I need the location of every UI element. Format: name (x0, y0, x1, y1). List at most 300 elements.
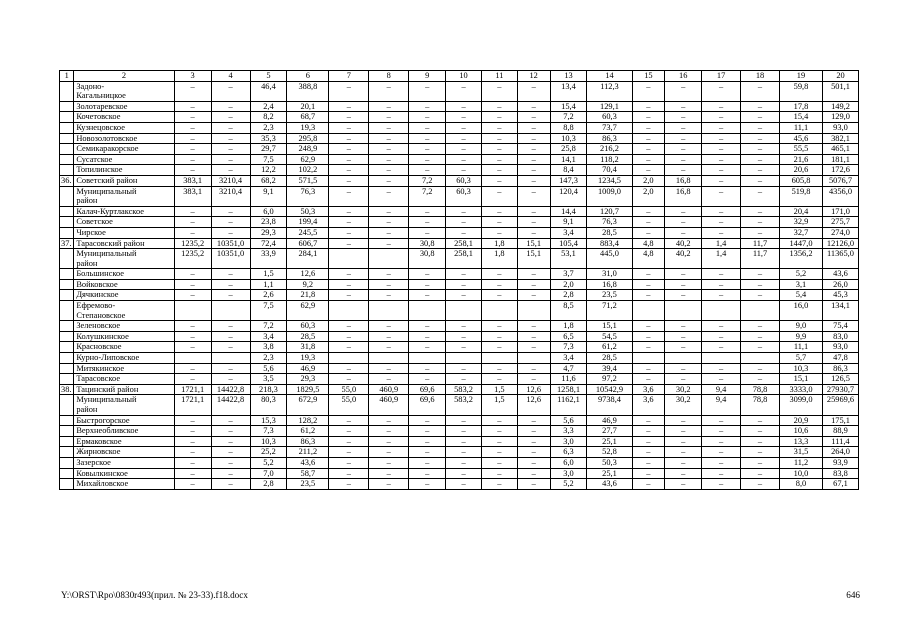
value-cell: – (369, 112, 409, 123)
value-cell: – (329, 122, 369, 133)
value-cell: 5,2 (550, 479, 587, 490)
value-cell: – (446, 363, 482, 374)
value-cell: 5,6 (550, 415, 587, 426)
value-cell: – (517, 426, 550, 437)
value-cell: – (446, 321, 482, 332)
value-cell: 43,6 (823, 269, 859, 280)
table-row (60, 331, 859, 342)
value-cell: 2,0 (632, 175, 665, 186)
value-cell: – (446, 436, 482, 447)
value-cell: – (632, 468, 665, 479)
value-cell: – (517, 154, 550, 165)
column-number-7: 7 (329, 71, 369, 82)
value-cell: – (632, 165, 665, 176)
territory-name-cell: Дячкинское (74, 290, 174, 301)
value-cell: 27930,7 (823, 384, 859, 395)
value-cell: – (741, 144, 780, 155)
value-cell: – (446, 101, 482, 112)
value-cell (409, 353, 446, 364)
row-number-cell (60, 112, 74, 123)
territory-name-cell: Кочетовское (74, 112, 174, 123)
value-cell: 46,9 (287, 363, 329, 374)
value-cell: 1,8 (550, 321, 587, 332)
value-cell: – (211, 374, 250, 385)
territory-name-cell: Верхнеобливское (74, 426, 174, 437)
value-cell: – (329, 342, 369, 353)
value-cell: 55,0 (329, 384, 369, 395)
value-cell: 25,8 (550, 144, 587, 155)
value-cell: 8,2 (250, 112, 287, 123)
value-cell: 216,2 (587, 144, 632, 155)
table-row (60, 468, 859, 479)
column-number-6: 6 (287, 71, 329, 82)
value-cell: – (741, 321, 780, 332)
value-cell: – (517, 217, 550, 228)
value-cell: 11,6 (550, 374, 587, 385)
value-cell: – (665, 436, 702, 447)
value-cell: – (174, 144, 211, 155)
value-cell (481, 301, 517, 321)
value-cell: – (632, 457, 665, 468)
value-cell: – (409, 81, 446, 101)
value-cell: – (741, 227, 780, 238)
row-number-cell (60, 290, 74, 301)
value-cell: 35,3 (250, 133, 287, 144)
value-cell: – (369, 290, 409, 301)
value-cell: – (369, 457, 409, 468)
value-cell: 32,9 (779, 217, 822, 228)
data-table-sheet (59, 70, 859, 490)
value-cell: 10,3 (550, 133, 587, 144)
table-row (60, 217, 859, 228)
territory-name-cell: Чирское (74, 227, 174, 238)
table-row (60, 165, 859, 176)
value-cell: 16,0 (779, 301, 822, 321)
value-cell: – (409, 321, 446, 332)
value-cell: 15,4 (779, 112, 822, 123)
value-cell: – (174, 342, 211, 353)
value-cell: 50,3 (287, 206, 329, 217)
value-cell: – (481, 342, 517, 353)
value-cell: – (369, 165, 409, 176)
value-cell: – (211, 81, 250, 101)
table-row (60, 426, 859, 437)
value-cell: – (329, 206, 369, 217)
value-cell: – (446, 479, 482, 490)
value-cell: – (741, 374, 780, 385)
value-cell: – (211, 217, 250, 228)
value-cell: – (369, 101, 409, 112)
value-cell: – (741, 269, 780, 280)
value-cell: – (632, 321, 665, 332)
value-cell: – (329, 290, 369, 301)
value-cell: 171,0 (823, 206, 859, 217)
value-cell: – (702, 122, 741, 133)
territory-name-cell: Советский район (74, 175, 174, 186)
value-cell: – (481, 457, 517, 468)
value-cell: – (741, 217, 780, 228)
value-cell: 3210,4 (211, 186, 250, 206)
value-cell: 25,2 (250, 447, 287, 458)
value-cell (329, 249, 369, 269)
value-cell: 30,8 (409, 249, 446, 269)
value-cell: – (632, 269, 665, 280)
value-cell: – (632, 122, 665, 133)
value-cell: – (481, 447, 517, 458)
table-row (60, 290, 859, 301)
value-cell (369, 301, 409, 321)
value-cell: 9,1 (250, 186, 287, 206)
value-cell: – (632, 154, 665, 165)
value-cell: 60,3 (287, 321, 329, 332)
column-number-1: 1 (60, 71, 74, 82)
value-cell: 6,0 (550, 457, 587, 468)
value-cell: 86,3 (823, 363, 859, 374)
value-cell: 672,9 (287, 395, 329, 415)
value-cell: 20,9 (779, 415, 822, 426)
value-cell: 7,3 (250, 426, 287, 437)
value-cell: – (517, 457, 550, 468)
value-cell: – (369, 227, 409, 238)
value-cell: 126,5 (823, 374, 859, 385)
value-cell: – (481, 165, 517, 176)
value-cell: 16,8 (587, 279, 632, 290)
value-cell: 10351,0 (211, 238, 250, 249)
value-cell: – (665, 206, 702, 217)
value-cell: 76,3 (287, 186, 329, 206)
table-row (60, 112, 859, 123)
territory-name-cell: Сусатское (74, 154, 174, 165)
table-row (60, 415, 859, 426)
value-cell: 93,9 (823, 457, 859, 468)
value-cell: – (665, 415, 702, 426)
value-cell: – (174, 217, 211, 228)
value-cell: 3,0 (550, 468, 587, 479)
value-cell: 460,9 (369, 395, 409, 415)
value-cell: 149,2 (823, 101, 859, 112)
value-cell: 1009,0 (587, 186, 632, 206)
value-cell: 1,5 (481, 395, 517, 415)
value-cell: 7,5 (250, 154, 287, 165)
row-number-cell (60, 415, 74, 426)
value-cell (369, 353, 409, 364)
territory-name-cell: Зеленовское (74, 321, 174, 332)
value-cell: – (665, 374, 702, 385)
value-cell: 39,4 (587, 363, 632, 374)
territory-name-cell: Тарасовский район (74, 238, 174, 249)
value-cell: 52,8 (587, 447, 632, 458)
value-cell: – (702, 175, 741, 186)
row-number-cell (60, 206, 74, 217)
value-cell: – (211, 144, 250, 155)
value-cell: 128,2 (287, 415, 329, 426)
table-row (60, 133, 859, 144)
value-cell: 245,5 (287, 227, 329, 238)
value-cell: 6,3 (550, 447, 587, 458)
value-cell: 258,1 (446, 249, 482, 269)
value-cell: – (211, 290, 250, 301)
row-number-cell (60, 342, 74, 353)
value-cell: – (741, 342, 780, 353)
value-cell: 43,6 (587, 479, 632, 490)
value-cell: 2,6 (250, 290, 287, 301)
value-cell: – (409, 154, 446, 165)
value-cell: 120,4 (550, 186, 587, 206)
territory-name-cell: Ермаковское (74, 436, 174, 447)
value-cell: 583,2 (446, 384, 482, 395)
value-cell: – (174, 363, 211, 374)
value-cell: – (632, 133, 665, 144)
value-cell: 5,6 (250, 363, 287, 374)
value-cell: – (211, 112, 250, 123)
value-cell: 175,1 (823, 415, 859, 426)
value-cell: – (174, 447, 211, 458)
value-cell: 30,2 (665, 384, 702, 395)
territory-name-cell: Новозолотовское (74, 133, 174, 144)
value-cell: – (369, 122, 409, 133)
value-cell: – (665, 457, 702, 468)
row-number-cell (60, 321, 74, 332)
column-number-9: 9 (409, 71, 446, 82)
value-cell: – (481, 144, 517, 155)
value-cell: – (517, 165, 550, 176)
value-cell: – (517, 269, 550, 280)
value-cell: – (211, 479, 250, 490)
value-cell: – (702, 165, 741, 176)
column-number-3: 3 (174, 71, 211, 82)
value-cell: – (517, 331, 550, 342)
value-cell: 75,4 (823, 321, 859, 332)
value-cell: – (369, 279, 409, 290)
territory-name-cell: Красновское (74, 342, 174, 353)
value-cell: – (369, 447, 409, 458)
column-number-17: 17 (702, 71, 741, 82)
value-cell: – (409, 290, 446, 301)
value-cell: – (329, 447, 369, 458)
value-cell: 17,8 (779, 101, 822, 112)
value-cell: 14422,8 (211, 384, 250, 395)
value-cell: – (369, 217, 409, 228)
table-header-row (60, 71, 859, 82)
row-number-cell: 37. (60, 238, 74, 249)
value-cell: – (446, 447, 482, 458)
value-cell (665, 353, 702, 364)
value-cell: – (702, 112, 741, 123)
territory-name-cell: Войковское (74, 279, 174, 290)
value-cell: – (665, 165, 702, 176)
value-cell: 27,7 (587, 426, 632, 437)
row-number-cell (60, 353, 74, 364)
value-cell: 1235,2 (174, 238, 211, 249)
value-cell: 88,9 (823, 426, 859, 437)
value-cell: – (702, 186, 741, 206)
value-cell: – (517, 186, 550, 206)
value-cell: 9,4 (702, 384, 741, 395)
value-cell: 3,7 (550, 269, 587, 280)
value-cell: – (329, 279, 369, 290)
value-cell: – (702, 290, 741, 301)
value-cell: 86,3 (287, 436, 329, 447)
value-cell: 5076,7 (823, 175, 859, 186)
value-cell: – (329, 363, 369, 374)
value-cell: 501,1 (823, 81, 859, 101)
table-row (60, 447, 859, 458)
value-cell: 78,8 (741, 395, 780, 415)
row-number-cell (60, 279, 74, 290)
value-cell: – (409, 457, 446, 468)
value-cell: 1829,5 (287, 384, 329, 395)
value-cell (632, 353, 665, 364)
value-cell: – (741, 154, 780, 165)
value-cell: 258,1 (446, 238, 482, 249)
value-cell: 46,4 (250, 81, 287, 101)
value-cell: – (702, 342, 741, 353)
value-cell: – (409, 426, 446, 437)
value-cell: 47,8 (823, 353, 859, 364)
value-cell: – (174, 479, 211, 490)
value-cell: 284,1 (287, 249, 329, 269)
value-cell: 61,2 (287, 426, 329, 437)
value-cell: – (632, 227, 665, 238)
value-cell: 181,1 (823, 154, 859, 165)
value-cell: – (329, 321, 369, 332)
value-cell: – (409, 165, 446, 176)
value-cell: – (665, 479, 702, 490)
value-cell: – (517, 206, 550, 217)
value-cell: – (211, 457, 250, 468)
value-cell: – (446, 269, 482, 280)
value-cell: – (632, 144, 665, 155)
value-cell: – (409, 415, 446, 426)
value-cell: 11,1 (779, 342, 822, 353)
territory-name-cell: Золотаревское (74, 101, 174, 112)
value-cell: 50,3 (587, 457, 632, 468)
value-cell: 105,4 (550, 238, 587, 249)
value-cell: – (211, 133, 250, 144)
value-cell: – (632, 290, 665, 301)
value-cell (329, 353, 369, 364)
value-cell: 7,2 (409, 175, 446, 186)
value-cell: 83,8 (823, 468, 859, 479)
value-cell: – (174, 290, 211, 301)
table-row (60, 479, 859, 490)
value-cell: 20,4 (779, 206, 822, 217)
value-cell: 86,3 (587, 133, 632, 144)
value-cell: 211,2 (287, 447, 329, 458)
value-cell: 12,6 (517, 384, 550, 395)
value-cell: 275,7 (823, 217, 859, 228)
column-number-13: 13 (550, 71, 587, 82)
value-cell: – (329, 133, 369, 144)
row-number-cell (60, 468, 74, 479)
value-cell: – (446, 290, 482, 301)
value-cell: – (481, 217, 517, 228)
value-cell: 571,5 (287, 175, 329, 186)
value-cell: – (329, 331, 369, 342)
value-cell: – (665, 122, 702, 133)
value-cell: 53,1 (550, 249, 587, 269)
value-cell: 23,8 (250, 217, 287, 228)
value-cell: 13,4 (550, 81, 587, 101)
value-cell: 8,0 (779, 479, 822, 490)
row-number-cell (60, 133, 74, 144)
value-cell: 1,8 (481, 249, 517, 269)
value-cell: 3,4 (250, 331, 287, 342)
value-cell: 1235,2 (174, 249, 211, 269)
value-cell: – (481, 321, 517, 332)
column-number-14: 14 (587, 71, 632, 82)
value-cell: – (446, 342, 482, 353)
value-cell: – (369, 374, 409, 385)
territory-name-cell: Быстрогорское (74, 415, 174, 426)
territory-name-cell: Курно-Липовское (74, 353, 174, 364)
value-cell: – (446, 374, 482, 385)
value-cell: – (409, 122, 446, 133)
value-cell: – (632, 217, 665, 228)
value-cell: 28,5 (587, 227, 632, 238)
value-cell: – (741, 175, 780, 186)
value-cell: – (741, 112, 780, 123)
value-cell: – (446, 144, 482, 155)
value-cell: – (702, 426, 741, 437)
value-cell: – (211, 415, 250, 426)
value-cell: – (517, 227, 550, 238)
value-cell: 248,9 (287, 144, 329, 155)
value-cell: – (409, 227, 446, 238)
value-cell: – (517, 101, 550, 112)
value-cell: – (211, 342, 250, 353)
row-number-cell: 38. (60, 384, 74, 395)
value-cell (741, 353, 780, 364)
value-cell: 11,7 (741, 249, 780, 269)
value-cell (517, 353, 550, 364)
table-row (60, 238, 859, 249)
value-cell: – (665, 331, 702, 342)
value-cell: 9,1 (550, 217, 587, 228)
value-cell: 14,1 (550, 154, 587, 165)
value-cell: – (446, 457, 482, 468)
value-cell: – (741, 468, 780, 479)
value-cell: – (409, 479, 446, 490)
row-number-cell (60, 363, 74, 374)
value-cell: – (665, 217, 702, 228)
value-cell: 25,1 (587, 436, 632, 447)
value-cell: 5,2 (779, 269, 822, 280)
value-cell: – (211, 206, 250, 217)
value-cell: – (665, 468, 702, 479)
value-cell: 15,1 (587, 321, 632, 332)
table-row (60, 279, 859, 290)
value-cell (446, 301, 482, 321)
value-cell (702, 353, 741, 364)
value-cell: 3,4 (550, 353, 587, 364)
value-cell: 3,4 (550, 227, 587, 238)
territory-name-cell: Тарасовское (74, 374, 174, 385)
value-cell: – (211, 426, 250, 437)
value-cell: – (409, 101, 446, 112)
value-cell: – (481, 227, 517, 238)
value-cell (369, 249, 409, 269)
value-cell: – (409, 112, 446, 123)
value-cell: – (369, 186, 409, 206)
value-cell: – (369, 175, 409, 186)
value-cell (665, 301, 702, 321)
value-cell: – (211, 331, 250, 342)
value-cell: 7,2 (409, 186, 446, 206)
value-cell: – (211, 279, 250, 290)
value-cell: – (369, 363, 409, 374)
value-cell: – (174, 122, 211, 133)
